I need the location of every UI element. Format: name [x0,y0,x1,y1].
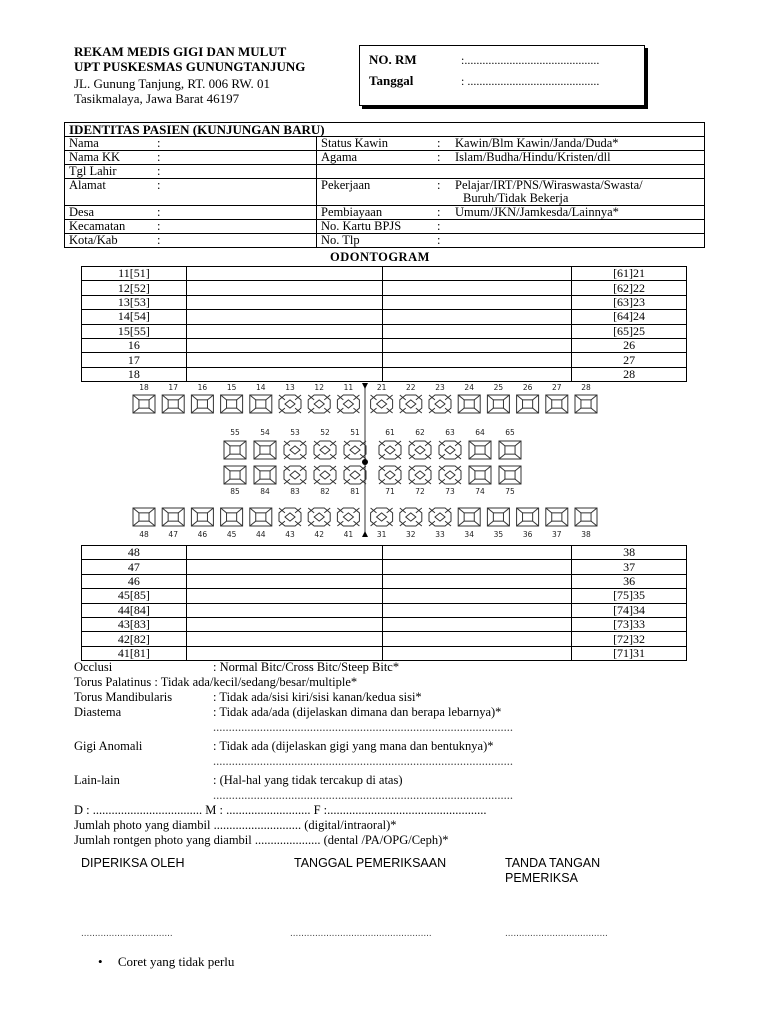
tooth-number: 38 [581,530,591,539]
tooth-label-right: 42[82] [82,632,187,646]
tooth-number: 24 [464,383,474,392]
tooth-number: 52 [320,428,330,437]
tooth-label-right: 12[52] [82,281,187,295]
clinic-address-line2: Tasikmalaya, Jawa Barat 46197 [74,91,240,106]
tooth-note-cell[interactable] [383,281,572,295]
tooth-shape[interactable] [371,395,393,413]
clinic-name: UPT PUSKESMAS GUNUNGTANJUNG [74,59,306,74]
tooth-shape[interactable] [344,466,366,484]
tooth-shape[interactable] [458,395,480,413]
identity-left-colon: : [157,150,161,164]
tooth-number: 14 [256,383,266,392]
tooth-row [82,574,687,588]
tooth-shape[interactable] [439,466,461,484]
tooth-shape[interactable] [517,395,539,413]
tanda-tangan-signature-line[interactable]: ..................................... [505,928,608,939]
diastema-options[interactable]: : Tidak ada/ada (dijelaskan dimana dan berapa lebarnya)* [213,705,502,719]
tooth-number: 28 [581,383,591,392]
tooth-number: 84 [260,487,270,496]
tooth-number: 61 [385,428,395,437]
tooth-note-cell[interactable] [383,338,572,352]
tooth-label-left: [72]32 [572,632,687,646]
tooth-label-right: 48 [82,546,187,560]
diperiksa-oleh-label: DIPERIKSA OLEH [81,856,185,870]
identity-right-cell[interactable] [317,220,705,234]
tooth-shape[interactable] [279,508,301,526]
tooth-note-cell[interactable] [186,338,383,352]
tooth-row [82,267,687,281]
upper-midline-arrow-icon[interactable] [362,383,368,389]
identity-right-label: No. Tlp [321,233,360,247]
tooth-row [82,617,687,631]
note [98,954,234,970]
tooth-label-right: 46 [82,574,187,588]
tooth-number: 44 [256,530,266,539]
tooth-note-cell[interactable] [383,295,572,309]
tooth-shape[interactable] [314,466,336,484]
tooth-number: 73 [445,487,455,496]
identity-left-label: Tgl Lahir [69,164,117,178]
tooth-label-left: [63]23 [572,295,687,309]
identity-left-colon: : [157,219,161,233]
identity-right-cell[interactable] [317,234,705,248]
tooth-row [82,310,687,324]
identity-heading: IDENTITAS PASIEN (KUNJUNGAN BARU) [65,123,705,137]
occlusi-label: Occlusi [74,660,113,674]
tooth-label-left: 28 [572,367,687,381]
identity-right-colon: : [437,136,441,150]
identity-left-colon: : [157,164,161,178]
pemeriksa-label: PEMERIKSA [505,871,578,885]
tooth-label-left: [71]31 [572,646,687,660]
tooth-shape[interactable] [337,395,359,413]
tooth-shape[interactable] [221,395,243,413]
tooth-note-cell[interactable] [186,353,383,367]
diastema-dots[interactable]: ................................................................................................ [213,720,513,734]
tooth-number: 26 [522,383,533,392]
identity-right-cell[interactable] [317,151,705,165]
identity-row [65,151,705,165]
tooth-note-cell[interactable] [186,560,383,574]
identity-right-value-2: Buruh/Tidak Bekerja [463,191,569,205]
tanda-tangan-label: TANDA TANGAN [505,856,601,870]
tooth-label-left: 37 [572,560,687,574]
identity-left-cell[interactable] [65,137,317,151]
diastema-label: Diastema [74,705,122,719]
tooth-note-cell[interactable] [186,632,383,646]
tooth-number: 31 [376,530,387,539]
tooth-number: 75 [505,487,515,496]
tooth-note-cell[interactable] [186,589,383,603]
identity-row [65,165,705,179]
tooth-note-cell[interactable] [186,310,383,324]
identity-right-colon: : [437,205,441,219]
identity-row [65,206,705,220]
tooth-number: 62 [415,428,425,437]
tooth-shape[interactable] [250,395,272,413]
tanggal-label: Tanggal [369,73,414,88]
tooth-note-cell[interactable] [186,646,383,660]
tooth-note-cell[interactable] [383,310,572,324]
no-rm-field[interactable]: :............................................. [461,53,600,67]
tooth-shape[interactable] [499,441,521,459]
tooth-number: 18 [139,383,149,392]
tooth-note-cell[interactable] [383,646,572,660]
tooth-label-left: 26 [572,338,687,352]
tooth-number: 85 [230,487,240,496]
tooth-note-cell[interactable] [383,632,572,646]
identity-right-value: Umum/JKN/Jamkesda/Lainnya* [455,205,619,219]
tooth-note-cell[interactable] [186,603,383,617]
tooth-number: 12 [314,383,324,392]
tooth-shape[interactable] [284,441,306,459]
tooth-shape[interactable] [191,508,213,526]
tooth-shape[interactable] [221,508,243,526]
identity-right-cell[interactable] [317,179,705,206]
tooth-row [82,281,687,295]
clinic-address-line1: JL. Gunung Tanjung, RT. 006 RW. 01 [74,76,270,91]
tooth-note-cell[interactable] [186,546,383,560]
dmf-line[interactable]: D : ................................... M : ........................... F :................................................... [74,803,487,817]
tooth-number: 72 [415,487,425,496]
tooth-label-right: 45[85] [82,589,187,603]
identity-left-colon: : [157,178,161,192]
jumlah-rontgen[interactable]: Jumlah rontgen photo yang diambil ..................... (dental /PA/OPG/Ceph)* [74,833,449,847]
tooth-shape[interactable] [487,508,509,526]
odontogram-diagram [120,380,615,540]
identity-left-label: Nama [69,136,99,150]
tooth-number: 11 [343,383,354,392]
tooth-note-cell[interactable] [383,324,572,338]
tooth-number: 64 [475,428,485,437]
tooth-shape[interactable] [409,441,431,459]
tooth-note-cell[interactable] [186,324,383,338]
identity-right-cell[interactable] [317,165,705,179]
tooth-label-right: 18 [82,367,187,381]
tooth-number: 37 [552,530,562,539]
tooth-shape[interactable] [487,395,509,413]
identity-left-cell[interactable] [65,165,317,179]
tooth-shape[interactable] [371,508,393,526]
identity-right-cell[interactable] [317,137,705,151]
tooth-number: 71 [385,487,395,496]
tooth-number: 36 [522,530,533,539]
tooth-label-left: [75]35 [572,589,687,603]
tooth-shape[interactable] [400,395,422,413]
identity-left-cell[interactable] [65,220,317,234]
identity-row [65,220,705,234]
tooth-row [82,295,687,309]
jumlah-photo[interactable]: Jumlah photo yang diambil ............................ (digital/intraoral)* [74,818,397,832]
tooth-shape[interactable] [546,508,568,526]
lower-teeth-table [81,545,687,661]
tooth-shape[interactable] [409,466,431,484]
tooth-row [82,632,687,646]
identity-left-label: Desa [69,205,94,219]
tooth-note-cell[interactable] [186,574,383,588]
tooth-number: 17 [168,383,178,392]
tooth-number: 41 [343,530,354,539]
tooth-number: 42 [314,530,324,539]
tooth-number: 15 [226,383,237,392]
tooth-label-right: 47 [82,560,187,574]
odontogram-title: ODONTOGRAM [330,250,430,264]
tooth-shape[interactable] [191,395,213,413]
lain-lain-label: Lain-lain [74,773,120,787]
no-rm-label: NO. RM [369,52,417,67]
tooth-number: 25 [493,383,504,392]
tooth-note-cell[interactable] [383,603,572,617]
tooth-number: 48 [139,530,149,539]
tanggal-field[interactable]: : ............................................ [461,74,600,88]
tooth-row [82,353,687,367]
tooth-note-cell[interactable] [383,589,572,603]
tooth-number: 53 [290,428,300,437]
tooth-note-cell[interactable] [383,560,572,574]
tooth-number: 81 [350,487,360,496]
tooth-shape[interactable] [162,508,184,526]
bullet-icon: • [98,954,103,969]
tooth-shape[interactable] [546,395,568,413]
tooth-row [82,560,687,574]
tooth-number: 51 [350,428,360,437]
tooth-shape[interactable] [575,395,597,413]
tooth-shape[interactable] [469,466,491,484]
tooth-shape[interactable] [337,508,359,526]
tooth-label-left: [62]22 [572,281,687,295]
identity-left-label: Kecamatan [69,219,126,233]
tooth-label-right: 16 [82,338,187,352]
tooth-shape[interactable] [224,441,246,459]
tooth-note-cell[interactable] [383,617,572,631]
tooth-shape[interactable] [517,508,539,526]
form-title: REKAM MEDIS GIGI DAN MULUT [74,44,287,59]
tooth-note-cell[interactable] [186,295,383,309]
tooth-number: 33 [435,530,445,539]
tooth-shape[interactable] [224,466,246,484]
tooth-shape[interactable] [575,508,597,526]
tooth-number: 65 [505,428,515,437]
tooth-number: 13 [285,383,295,392]
tooth-row [82,546,687,560]
identity-right-value: Pelajar/IRT/PNS/Wiraswasta/Swasta/ [455,178,643,192]
upper-teeth-table [81,266,687,382]
tooth-row [82,338,687,352]
tooth-label-right: 44[84] [82,603,187,617]
identity-left-cell[interactable] [65,206,317,220]
note-text: Coret yang tidak perlu [117,954,235,969]
tooth-note-cell[interactable] [186,281,383,295]
identity-right-cell[interactable] [317,206,705,220]
identity-left-label: Alamat [69,178,106,192]
identity-left-cell[interactable] [65,151,317,165]
tooth-number: 83 [290,487,300,496]
identity-left-label: Kota/Kab [69,233,118,247]
gigi-anomali-dots[interactable]: ................................................................................................ [213,754,513,768]
tooth-note-cell[interactable] [383,267,572,281]
identity-right-label: No. Kartu BPJS [321,219,402,233]
exam-section [74,660,513,848]
tooth-label-left: 27 [572,353,687,367]
tooth-shape[interactable] [250,508,272,526]
tooth-label-right: 15[55] [82,324,187,338]
tooth-note-cell[interactable] [186,267,383,281]
identity-right-label: Pembiayaan [321,205,383,219]
tooth-number: 34 [464,530,474,539]
tooth-shape[interactable] [133,508,155,526]
identity-right-colon: : [437,150,441,164]
tooth-shape[interactable] [379,466,401,484]
identity-left-cell[interactable] [65,179,317,206]
identity-right-colon: : [437,219,441,233]
tooth-shape[interactable] [379,441,401,459]
tooth-label-right: 13[53] [82,295,187,309]
tooth-number: 43 [285,530,295,539]
identity-left-label: Nama KK [69,150,121,164]
tooth-shape[interactable] [344,441,366,459]
tooth-number: 54 [260,428,270,437]
identity-left-colon: : [157,233,161,247]
tooth-label-right: 41[81] [82,646,187,660]
record-number-box [359,45,645,106]
tooth-number: 35 [493,530,504,539]
tooth-note-cell[interactable] [383,546,572,560]
tooth-shape[interactable] [162,395,184,413]
tooth-number: 22 [406,383,416,392]
tooth-shape[interactable] [254,466,276,484]
identity-row [65,234,705,248]
identity-right-value: Kawin/Blm Kawin/Janda/Duda* [455,136,619,150]
tooth-shape[interactable] [314,441,336,459]
tooth-number: 23 [435,383,445,392]
tooth-shape[interactable] [469,441,491,459]
identity-right-label: Agama [321,150,358,164]
tanggal-pemeriksaan-label: TANGGAL PEMERIKSAAN [294,856,447,870]
tooth-shape[interactable] [308,508,330,526]
identity-right-colon: : [437,233,441,247]
tooth-shape[interactable] [284,466,306,484]
tooth-number: 82 [320,487,330,496]
torus-palatinus[interactable]: Torus Palatinus : Tidak ada/kecil/sedang/besar/multiple* [74,675,358,689]
tooth-shape[interactable] [254,441,276,459]
lain-lain-dots[interactable]: ................................................................................................ [213,788,513,802]
tooth-number: 16 [197,383,208,392]
patient-identity-table [64,122,705,248]
torus-mandibularis-label: Torus Mandibularis [74,690,173,704]
tooth-note-cell[interactable] [186,617,383,631]
tooth-number: 63 [445,428,455,437]
tooth-shape[interactable] [429,508,451,526]
tooth-shape[interactable] [458,508,480,526]
tooth-label-left: 36 [572,574,687,588]
identity-right-colon: : [437,178,441,192]
tooth-row [82,646,687,660]
identity-row [65,137,705,151]
tooth-label-right: 11[51] [82,267,187,281]
tooth-label-right: 43[83] [82,617,187,631]
identity-left-colon: : [157,136,161,150]
tooth-number: 55 [230,428,240,437]
tooth-shape[interactable] [499,466,521,484]
gigi-anomali-label: Gigi Anomali [74,739,143,753]
tooth-label-left: [61]21 [572,267,687,281]
tooth-shape[interactable] [279,395,301,413]
tooth-number: 47 [168,530,178,539]
occlusi-options[interactable]: : Normal Bitc/Cross Bitc/Steep Bitc* [213,660,400,674]
identity-left-cell[interactable] [65,234,317,248]
tooth-number: 74 [475,487,485,496]
torus-mandibularis-options[interactable]: : Tidak ada/sisi kiri/sisi kanan/kedua sisi* [213,690,422,704]
tooth-label-left: 38 [572,546,687,560]
center-marker-icon[interactable] [362,459,368,465]
lower-midline-arrow-icon[interactable] [362,531,368,537]
tooth-row [82,589,687,603]
tooth-shape[interactable] [133,395,155,413]
tanggal-signature-line[interactable]: ................................................... [290,928,432,939]
tooth-number: 32 [406,530,416,539]
tooth-label-right: 17 [82,353,187,367]
tooth-number: 21 [376,383,387,392]
tooth-row [82,324,687,338]
identity-right-label: Status Kawin [321,136,389,150]
tooth-label-left: [65]25 [572,324,687,338]
tooth-row [82,603,687,617]
identity-row [65,179,705,206]
tooth-number: 45 [226,530,237,539]
tooth-label-left: [74]34 [572,603,687,617]
diperiksa-signature-line[interactable]: ................................. [81,928,173,939]
identity-left-colon: : [157,205,161,219]
tooth-shape[interactable] [429,395,451,413]
tooth-shape[interactable] [439,441,461,459]
gigi-anomali-options[interactable]: : Tidak ada (dijelaskan gigi yang mana dan bentuknya)* [213,739,494,753]
tooth-note-cell[interactable] [383,574,572,588]
identity-right-value: Islam/Budha/Hindu/Kristen/dll [455,150,611,164]
tooth-shape[interactable] [400,508,422,526]
lain-lain-options[interactable]: : (Hal-hal yang tidak tercakup di atas) [213,773,403,787]
tooth-label-right: 14[54] [82,310,187,324]
tooth-note-cell[interactable] [383,353,572,367]
tooth-number: 27 [552,383,562,392]
tooth-number: 46 [197,530,208,539]
tooth-shape[interactable] [308,395,330,413]
tooth-label-left: [64]24 [572,310,687,324]
identity-right-label: Pekerjaan [321,178,371,192]
tooth-label-left: [73]33 [572,617,687,631]
